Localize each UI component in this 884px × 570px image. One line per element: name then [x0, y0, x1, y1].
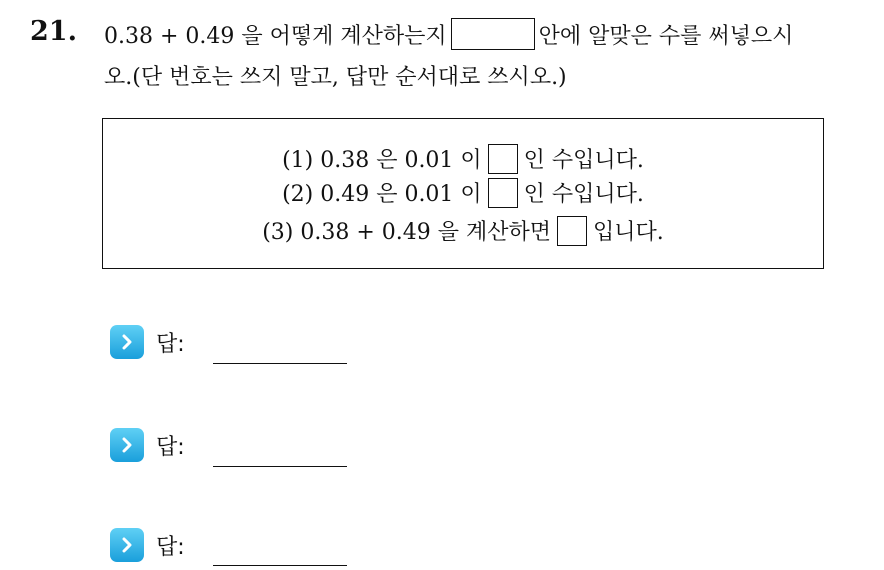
- step-2: [103, 177, 823, 208]
- step-2-after: 인 수입니다.: [523, 182, 644, 207]
- step-1-blank: [488, 144, 518, 174]
- chevron-right-icon: [110, 428, 144, 462]
- answer-label: 답:: [156, 534, 185, 560]
- blank-box: [451, 18, 535, 50]
- answer-row-1: [110, 325, 185, 359]
- answer-label: 답:: [156, 434, 185, 460]
- step-2-before: (2) 0.49 은 0.01 이: [282, 182, 482, 207]
- step-3-blank: [557, 216, 587, 246]
- step-3: [103, 215, 823, 246]
- answer-label: 답:: [156, 331, 185, 357]
- question-text-part-2: 안에 알맞은 수를 써넣으시: [538, 23, 794, 49]
- step-2-blank: [488, 178, 518, 208]
- question-line-1: [104, 18, 793, 50]
- question-text-part-1: 0.38 + 0.49 을 어떻게 계산하는지: [104, 23, 447, 49]
- question-line-2: [104, 60, 567, 91]
- answer-line-3[interactable]: [213, 565, 347, 566]
- step-3-after: 입니다.: [593, 220, 664, 245]
- step-3-before: (3) 0.38 + 0.49 을 계산하면: [262, 220, 552, 245]
- question-instruction: 오.(단 번호는 쓰지 말고, 답만 순서대로 쓰시오.): [104, 65, 567, 90]
- answer-line-2[interactable]: [213, 466, 347, 467]
- steps-panel: [102, 118, 824, 269]
- step-1-after: 인 수입니다.: [523, 148, 644, 173]
- chevron-right-icon: [110, 528, 144, 562]
- answer-row-2: [110, 428, 185, 462]
- chevron-right-icon: [110, 325, 144, 359]
- answer-row-3: [110, 528, 185, 562]
- step-1: [103, 143, 823, 174]
- question-number: 21.: [30, 16, 77, 47]
- step-1-before: (1) 0.38 은 0.01 이: [282, 148, 482, 173]
- answer-line-1[interactable]: [213, 363, 347, 364]
